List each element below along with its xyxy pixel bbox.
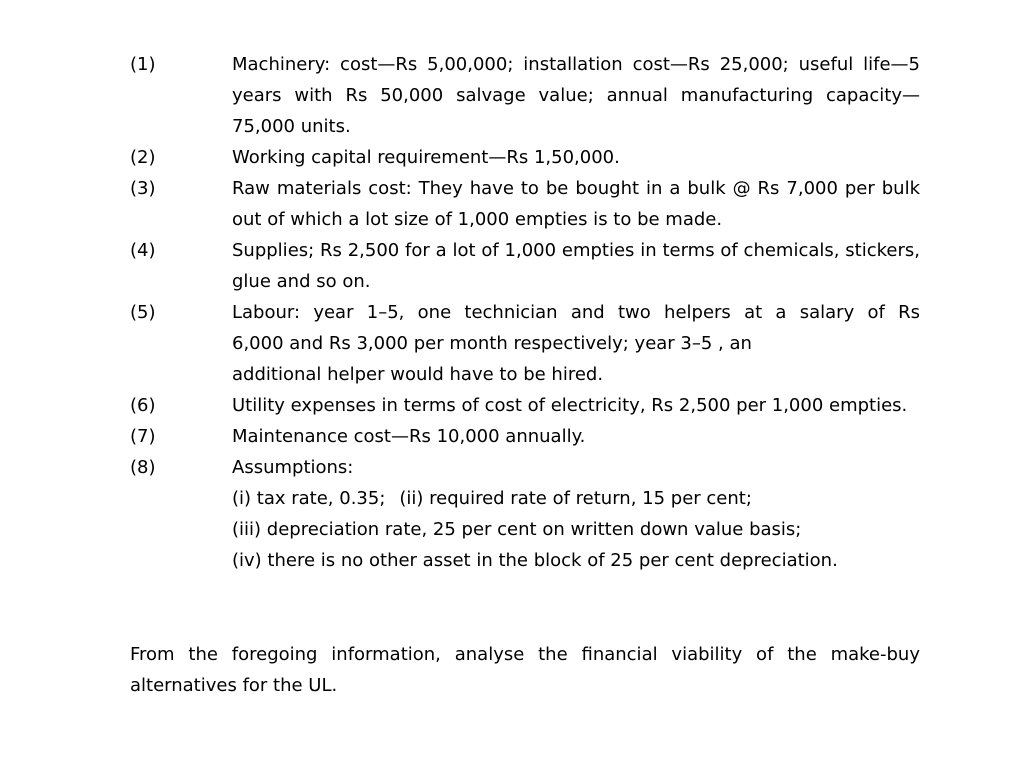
numbered-list <box>130 49 920 576</box>
item-number: (4) <box>130 240 156 261</box>
item-number: (3) <box>130 178 156 199</box>
list-item <box>130 142 920 173</box>
list-item <box>130 452 920 483</box>
assumption-required-return: (ii) required rate of return, 15 per cent; <box>399 488 752 509</box>
item-text-line: 6,000 and Rs 3,000 per month respectively; year 3–5 , an <box>232 333 752 354</box>
assumptions-line <box>232 483 920 514</box>
assumption-depreciation-rate: (iii) depreciation rate, 25 per cent on written down value basis; <box>232 519 802 540</box>
item-number: (7) <box>130 426 156 447</box>
item-text: Machinery: cost—Rs 5,00,000; installation cost—Rs 25,000; useful life—5 years with Rs 50,000 salvage value; annual manufacturing capacity—75,000 units. <box>232 54 920 137</box>
closing-paragraph: From the foregoing information, analyse the financial viability of the make-buy alternatives for the UL. <box>130 644 920 696</box>
list-item <box>130 297 920 390</box>
assumption-no-other-asset: (iv) there is no other asset in the block of 25 per cent depreciation. <box>232 550 838 571</box>
item-text: Raw materials cost: They have to be bought in a bulk @ Rs 7,000 per bulk out of which a lot size of 1,000 empties is to be made. <box>232 178 920 230</box>
item-number: (2) <box>130 147 156 168</box>
item-text-line: additional helper would have to be hired. <box>232 364 604 385</box>
item-text-line: Labour: year 1–5, one technician and two helpers at a salary of Rs <box>232 302 920 323</box>
item-number: (6) <box>130 395 156 416</box>
item-text: Utility expenses in terms of cost of electricity, Rs 2,500 per 1,000 empties. <box>232 395 908 416</box>
item-number: (1) <box>130 54 156 75</box>
list-item <box>130 390 920 421</box>
list-item <box>130 421 920 452</box>
list-item <box>130 173 920 235</box>
item-text: Assumptions: <box>232 457 354 478</box>
item-number: (5) <box>130 302 156 323</box>
item-number: (8) <box>130 457 156 478</box>
item-text: Maintenance cost—Rs 10,000 annually. <box>232 426 586 447</box>
item-text: Working capital requirement—Rs 1,50,000. <box>232 147 620 168</box>
assumption-tax-rate: (i) tax rate, 0.35; <box>232 488 386 509</box>
list-item <box>130 49 920 142</box>
item-text: Supplies; Rs 2,500 for a lot of 1,000 empties in terms of chemicals, stickers, glue and so on. <box>232 240 920 292</box>
list-item <box>130 235 920 297</box>
